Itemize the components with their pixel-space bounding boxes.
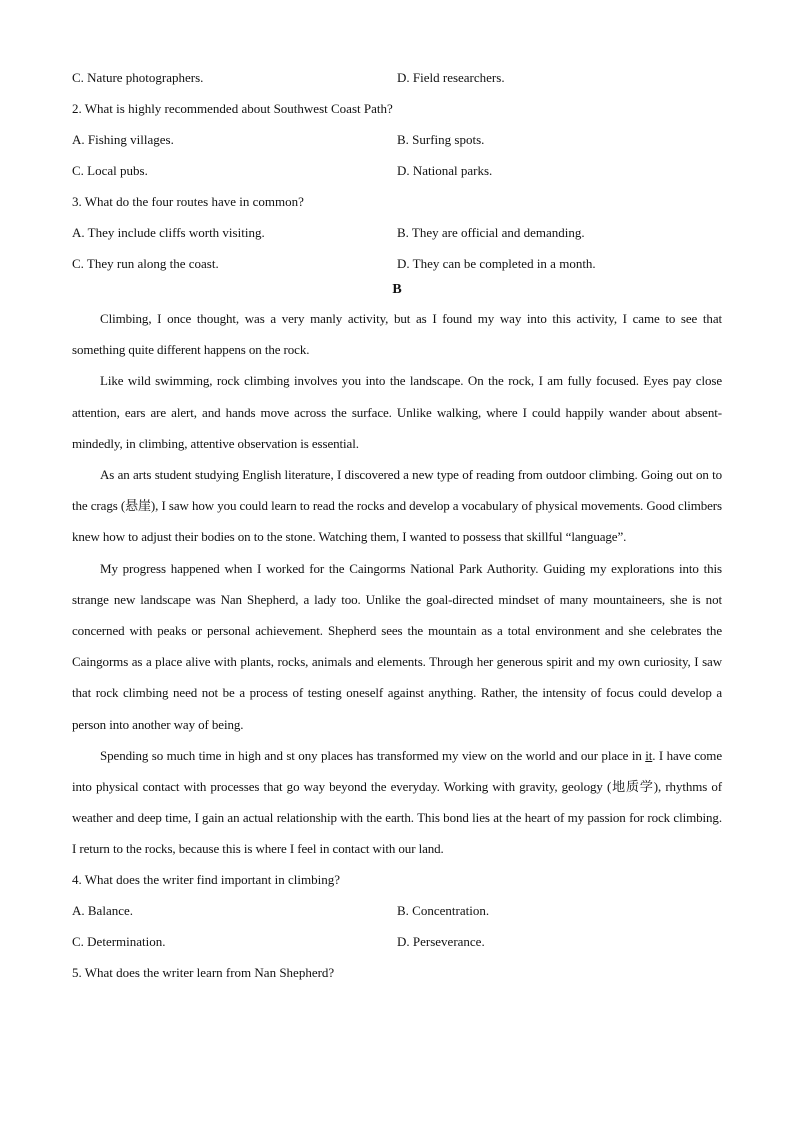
q4-options-row-cd <box>72 927 722 958</box>
q2-option-b: B. Surfing spots. <box>397 131 485 147</box>
q1-option-c: C. Nature photographers. <box>72 69 204 85</box>
q4-question: 4. What does the writer find important in climbing? <box>72 872 341 888</box>
passage-paragraph-1: Climbing, I once thought, was a very manly activity, but as I found my way into this activity, I came to see that something quite different happens on the rock. <box>72 311 722 358</box>
q3-options-row-ab <box>72 217 722 248</box>
q4-option-a: A. Balance. <box>72 903 134 919</box>
q1-option-d: D. Field researchers. <box>397 69 505 85</box>
q3-question: 3. What do the four routes have in common? <box>72 193 304 209</box>
q4-option-b: B. Concentration. <box>397 903 490 919</box>
paragraph-5-text-start: Spending so much time in high and st ony places has transformed my view on the world and our place in <box>100 747 646 763</box>
section-b-title: B <box>392 282 402 297</box>
q4-option-d: D. Perseverance. <box>397 934 485 950</box>
q3-option-b: B. They are official and demanding. <box>397 224 585 240</box>
q4-options-row-ab <box>72 896 722 927</box>
q2-option-c: C. Local pubs. <box>72 162 148 178</box>
passage-paragraph-3: As an arts student studying English literature, I discovered a new type of reading from outdoor climbing. Going out on to the crags (悬崖), I saw how you could learn to read the rocks and develop a vocabulary of physical movements. Good climbers knew how to adjust their bodies on to the stone. Watching them, I wanted to possess that skillful “language”. <box>72 467 722 545</box>
q3-option-c: C. They run along the coast. <box>72 255 219 271</box>
passage-paragraph-2: Like wild swimming, rock climbing involves you into the landscape. On the rock, I am fully focused. Eyes pay close attention, ears are alert, and hands move across the surface. Unlike walking, where I could happily wander about absent-mindedly, in climbing, attentive observation is essential. <box>72 373 722 451</box>
q2-options-row-cd <box>72 155 722 186</box>
q2-options-row-ab <box>72 124 722 155</box>
underlined-word-it: it <box>645 747 653 763</box>
q3-option-a: A. They include cliffs worth visiting. <box>72 224 265 240</box>
passage-paragraph-5 <box>72 740 722 865</box>
paragraph-5-text-end: . I have come into physical contact with processes that go way beyond the everyday. Working with gravity, geology (地质学), rhythms of weather and deep time, I gain an actual relationship with the earth. This bond lies at the heart of my passion for rock climbing. I return to the rocks, because this is where I feel in contact with our land. <box>72 747 722 857</box>
passage-paragraph-4: My progress happened when I worked for the Caingorms National Park Authority. Guiding my explorations into this strange new landscape was Nan Shepherd, a lady too. Unlike the goal-directed mindset of many mountaineers, she is not concerned with peaks or personal achievement. Shepherd sees the mountain as a total environment and she celebrates the Caingorms as a place alive with plants, rocks, animals and elements. Through her generous spirit and my own curiosity, I saw that rock climbing need not be a process of testing oneself against anything. Rather, the intensity of focus could develop a person into another way of being. <box>72 560 722 732</box>
q4-option-c: C. Determination. <box>72 934 166 950</box>
q3-option-d: D. They can be completed in a month. <box>397 255 596 271</box>
q1-options-row-cd <box>72 62 722 93</box>
q2-option-a: A. Fishing villages. <box>72 131 174 147</box>
q2-option-d: D. National parks. <box>397 162 493 178</box>
exam-page <box>72 62 722 989</box>
q5-question: 5. What does the writer learn from Nan Shepherd? <box>72 965 335 981</box>
q3-options-row-cd <box>72 248 722 279</box>
q2-question: 2. What is highly recommended about Southwest Coast Path? <box>72 100 393 116</box>
